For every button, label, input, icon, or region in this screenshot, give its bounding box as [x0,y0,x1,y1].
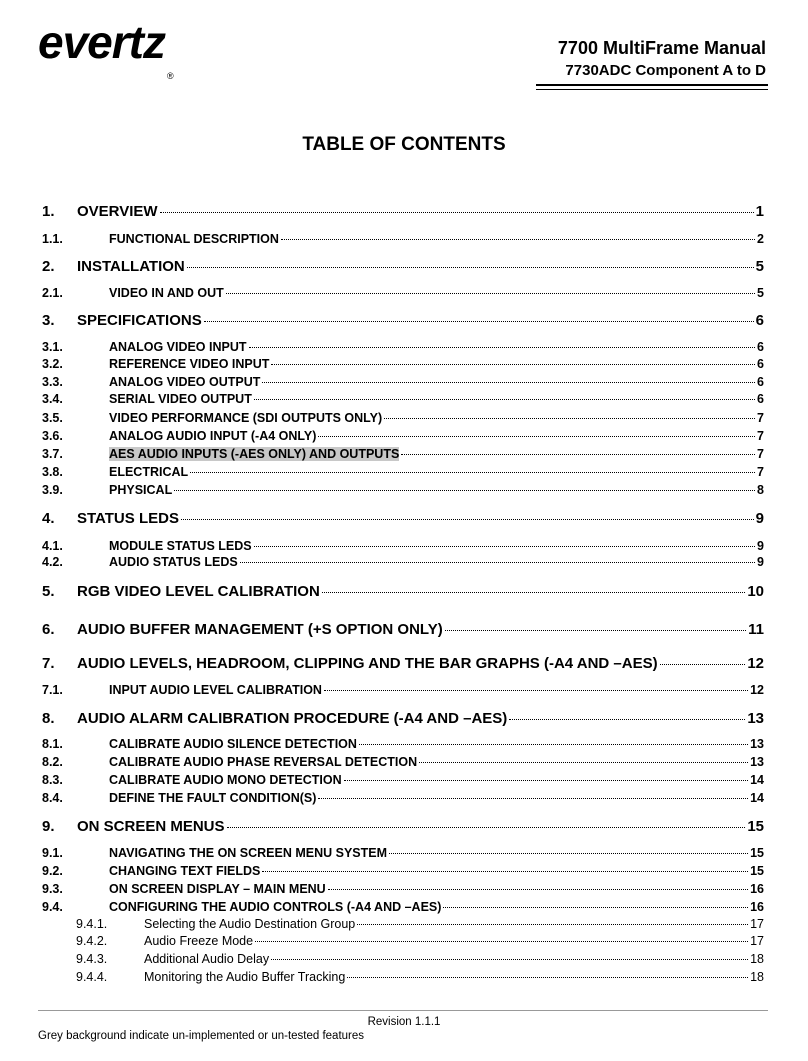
toc-entry-page[interactable]: 7 [757,411,764,425]
toc-entry-page[interactable]: 12 [750,683,764,697]
dot-leader [389,852,748,854]
toc-entry-title[interactable]: CONFIGURING THE AUDIO CONTROLS (-A4 AND –AES) [109,900,442,914]
toc-entry[interactable] [42,655,764,672]
toc-entry-number: 8.3. [42,773,63,787]
toc-entry-number: 3.4. [42,392,63,406]
toc-entry-number: 3. [42,312,55,329]
toc-entry-number: 9.4.3. [76,952,108,966]
dot-leader [240,561,755,563]
toc-entry-title[interactable]: INPUT AUDIO LEVEL CALIBRATION [109,683,322,697]
toc-entry-page[interactable]: 15 [747,818,764,835]
toc-entry-number: 3.8. [42,465,63,479]
toc-entry-number: 3.6. [42,429,63,443]
toc-entry-title[interactable]: MODULE STATUS LEDS [109,539,252,553]
toc-entry-title[interactable]: ON SCREEN MENUS [77,818,225,835]
toc-entry-title[interactable]: OVERVIEW [77,203,158,220]
toc-entry[interactable] [42,952,764,966]
toc-entry-page[interactable]: 6 [757,392,764,406]
toc-entry-number: 9. [42,818,55,835]
toc-entry-page[interactable]: 9 [755,510,764,527]
dot-leader [660,663,746,665]
toc-entry-page[interactable]: 16 [750,882,764,896]
toc-entry-page[interactable]: 15 [750,846,764,860]
toc-entry[interactable] [42,286,764,300]
toc-entry-title[interactable]: AUDIO STATUS LEDS [109,555,238,569]
toc-entry-title[interactable]: VIDEO PERFORMANCE (SDI OUTPUTS ONLY) [109,411,383,425]
toc-entry-number: 4. [42,510,55,527]
toc-entry-number: 4.1. [42,539,63,553]
toc-entry-title[interactable]: NAVIGATING THE ON SCREEN MENU SYSTEM [109,846,388,860]
toc-entry-page[interactable]: 13 [750,737,764,751]
toc-entry-number: 3.3. [42,375,63,389]
manual-subtitle: 7730ADC Component A to D [565,62,766,79]
dot-leader [255,940,748,942]
dot-leader [249,346,756,348]
toc-entry-title[interactable]: CALIBRATE AUDIO SILENCE DETECTION [109,737,357,751]
dot-leader [419,761,748,763]
toc-entry-page[interactable]: 16 [750,900,764,914]
dot-leader [347,976,748,978]
toc-entry-number: 9.4. [42,900,63,914]
dot-leader [443,906,748,908]
toc-entry[interactable] [42,683,764,697]
toc-entry-number: 3.2. [42,357,63,371]
footer-rule [38,1010,768,1011]
toc-entry-number: 8.2. [42,755,63,769]
toc-entry-number: 8. [42,710,55,727]
toc-entry-title[interactable]: DEFINE THE FAULT CONDITION(S) [109,791,317,805]
dot-leader [181,518,754,520]
toc-entry-title[interactable]: AUDIO ALARM CALIBRATION PROCEDURE (-A4 AND –AES) [77,710,508,727]
toc-entry[interactable] [42,846,764,860]
toc-entry-number: 1.1. [42,232,63,246]
dot-leader [318,435,755,437]
dot-leader [174,489,755,491]
dot-leader [204,320,754,322]
toc-entry[interactable] [42,621,764,638]
header-rule [536,84,768,86]
toc-entry-page[interactable]: 17 [750,934,764,948]
toc-entry-title[interactable]: Additional Audio Delay [144,952,270,966]
toc-entry-number: 6. [42,621,55,638]
header-rule-thin [536,89,768,90]
toc-entry-page[interactable]: 12 [747,655,764,672]
toc-entry-title[interactable]: VIDEO IN AND OUT [109,286,224,300]
toc-entry-title[interactable]: ELECTRICAL [109,465,189,479]
toc-entry-number: 1. [42,203,55,220]
toc-entry-page[interactable]: 13 [747,710,764,727]
dot-leader [401,453,755,455]
toc-entry-page[interactable]: 11 [748,621,764,638]
page-title: TABLE OF CONTENTS [302,134,506,155]
toc-entry[interactable] [42,737,764,751]
toc-entry-title[interactable]: ON SCREEN DISPLAY – MAIN MENU [109,882,326,896]
toc-entry[interactable] [42,312,764,329]
toc-entry-number: 9.4.2. [76,934,108,948]
toc-entry-number: 8.4. [42,791,63,805]
toc-entry-page[interactable]: 6 [757,375,764,389]
toc-entry-page[interactable]: 17 [750,917,764,931]
toc-entry-number: 5. [42,583,55,600]
dot-leader [445,629,746,631]
toc-entry[interactable] [42,917,764,931]
dot-leader [190,471,755,473]
toc-entry[interactable] [42,258,764,275]
toc-entry-number: 3.5. [42,411,63,425]
toc-entry-number: 9.4.4. [76,970,108,984]
toc-entry-number: 8.1. [42,737,63,751]
toc-entry[interactable] [42,357,764,371]
dot-leader [271,363,755,365]
toc-entry[interactable] [42,882,764,896]
toc-entry-page[interactable]: 2 [757,232,764,246]
toc-entry[interactable] [42,203,764,220]
toc-entry-page[interactable]: 6 [757,357,764,371]
toc-entry-number: 7. [42,655,55,672]
toc-entry[interactable] [42,555,764,569]
toc-entry-page[interactable]: 14 [750,791,764,805]
dot-leader [187,266,754,268]
dot-leader [359,743,748,745]
toc-entry-page[interactable]: 15 [750,864,764,878]
toc-entry[interactable] [42,429,764,443]
toc-entry-number: 3.9. [42,483,63,497]
dot-leader [328,888,748,890]
dot-leader [226,292,755,294]
toc-entry[interactable] [42,818,764,835]
toc-entry-number: 2. [42,258,55,275]
toc-entry-page[interactable]: 18 [750,970,764,984]
toc-entry-page[interactable]: 9 [757,555,764,569]
dot-leader [271,958,748,960]
toc-entry-page[interactable]: 7 [757,429,764,443]
revision-label: Revision 1.1.1 [367,1016,441,1028]
toc-entry-page[interactable]: 18 [750,952,764,966]
toc-entry-number: 7.1. [42,683,63,697]
toc-entry[interactable] [42,392,764,406]
toc-entry[interactable] [42,465,764,479]
toc-entry[interactable] [42,510,764,527]
toc-entry-number: 9.3. [42,882,63,896]
toc-entry-page[interactable]: 14 [750,773,764,787]
toc-entry-title[interactable]: AUDIO BUFFER MANAGEMENT (+S OPTION ONLY) [77,621,443,638]
toc-entry-title[interactable]: ANALOG AUDIO INPUT (-A4 ONLY) [109,429,317,443]
toc-entry-page[interactable]: 10 [747,583,764,600]
toc-entry-number: 4.2. [42,555,63,569]
dot-leader [254,545,755,547]
toc-entry-title[interactable]: REFERENCE VIDEO INPUT [109,357,270,371]
toc-entry[interactable] [42,710,764,727]
toc-entry-number: 9.2. [42,864,63,878]
manual-title: 7700 MultiFrame Manual [557,38,766,58]
toc-entry-number: 2.1. [42,286,63,300]
dot-leader [384,417,755,419]
footer-note: Grey background indicate un-implemented or un-tested features [38,1030,365,1042]
toc-entry-number: 3.1. [42,340,63,354]
toc-entry[interactable] [42,447,764,461]
dot-leader [262,870,748,872]
toc-entry[interactable] [42,539,764,553]
dot-leader [318,797,748,799]
toc-entry[interactable] [42,934,764,948]
toc-entry-number: 3.7. [42,447,63,461]
toc-entry-page[interactable]: 6 [755,312,764,329]
toc-entry[interactable] [42,232,764,246]
dot-leader [357,923,748,925]
toc-entry-title[interactable]: Selecting the Audio Destination Group [144,917,356,931]
toc-entry-page[interactable]: 1 [755,203,764,220]
toc-entry-title[interactable]: FUNCTIONAL DESCRIPTION [109,232,279,246]
dot-leader [254,398,755,400]
toc-entry-title[interactable]: STATUS LEDS [77,510,179,527]
toc-entry-title[interactable]: RGB VIDEO LEVEL CALIBRATION [77,583,320,600]
toc-entry-page[interactable]: 5 [757,286,764,300]
toc-entry-title[interactable]: Monitoring the Audio Buffer Tracking [144,970,346,984]
toc-entry[interactable] [42,583,764,600]
evertz-logo [38,16,173,81]
toc-entry-page[interactable]: 8 [757,483,764,497]
toc-entry-page[interactable]: 7 [757,465,764,479]
toc-entry[interactable] [42,375,764,389]
toc-entry-page[interactable]: 9 [757,539,764,553]
dot-leader [160,211,754,213]
dot-leader [281,238,755,240]
toc-entry-page[interactable]: 5 [755,258,764,275]
toc-entry-title[interactable]: INSTALLATION [77,258,185,275]
toc-entry[interactable] [42,791,764,805]
logo-text: evertz [38,16,165,68]
dot-leader [227,826,746,828]
toc-entry[interactable] [42,755,764,769]
toc-entry-title[interactable]: ANALOG VIDEO OUTPUT [109,375,261,389]
toc-entry-title[interactable]: AUDIO LEVELS, HEADROOM, CLIPPING AND THE BAR GRAPHS (-A4 AND –AES) [77,655,658,672]
toc-entry-title[interactable]: CALIBRATE AUDIO MONO DETECTION [109,773,342,787]
dot-leader [322,591,746,593]
toc-entry[interactable] [42,900,764,914]
toc-entry-title[interactable]: AES AUDIO INPUTS (-AES ONLY) AND OUTPUTS [109,447,400,461]
toc-entry-page[interactable]: 6 [757,340,764,354]
toc-entry-title[interactable]: CHANGING TEXT FIELDS [109,864,261,878]
toc-entry-title[interactable]: CALIBRATE AUDIO PHASE REVERSAL DETECTION [109,755,418,769]
toc-entry-title[interactable]: SERIAL VIDEO OUTPUT [109,392,252,406]
registered-mark: ® [166,71,173,81]
toc-entry[interactable] [42,864,764,878]
toc-entry[interactable] [42,411,764,425]
toc-entry-number: 9.4.1. [76,917,108,931]
toc-entry-title[interactable]: PHYSICAL [109,483,173,497]
dot-leader [262,381,755,383]
toc-entry-title[interactable]: ANALOG VIDEO INPUT [109,340,247,354]
dot-leader [324,689,748,691]
toc-entry-page[interactable]: 7 [757,447,764,461]
dot-leader [344,779,748,781]
toc-entry[interactable] [42,970,764,984]
toc-entry[interactable] [42,483,764,497]
dot-leader [509,718,745,720]
toc-entry[interactable] [42,773,764,787]
toc-entry-number: 9.1. [42,846,63,860]
toc-entry-title[interactable]: SPECIFICATIONS [77,312,202,329]
toc-entry[interactable] [42,340,764,354]
toc-entry-page[interactable]: 13 [750,755,764,769]
toc-entry-title[interactable]: Audio Freeze Mode [144,934,254,948]
